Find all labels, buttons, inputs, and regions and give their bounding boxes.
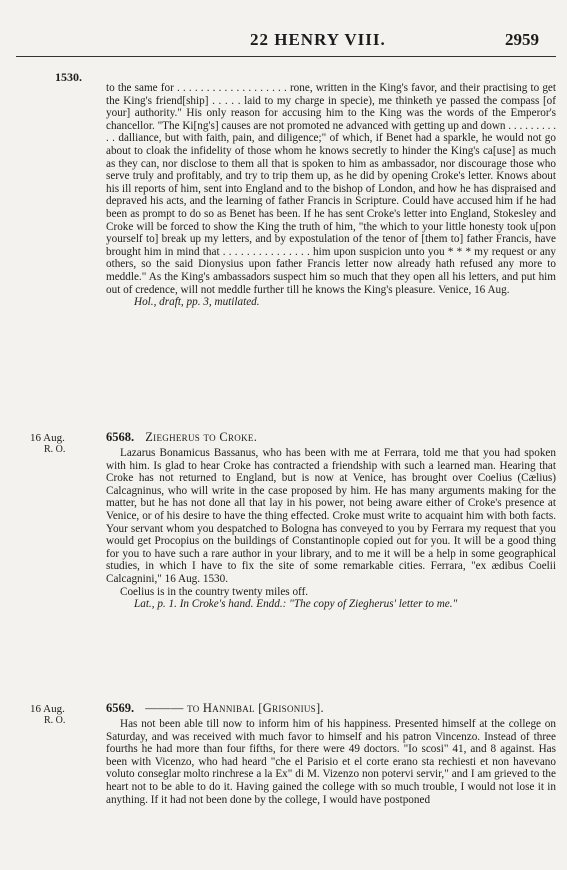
entry-6567-continuation: [106, 82, 556, 309]
entry-6569-date: 16 Aug.: [30, 703, 65, 715]
entry-6568-postscript: Coelius is in the country twenty miles off.: [120, 585, 309, 598]
running-head: 22 HENRY VIII.: [250, 30, 386, 49]
entry-6568-note: Lat., p. 1. In Croke's hand. Endd.: "The copy of Ziegherus' letter to me.": [134, 598, 458, 611]
entry-6569-title: ——— to Hannibal [Grisonius].: [145, 701, 324, 715]
entry-6568-number: 6568.: [106, 430, 135, 444]
header-rule: [16, 56, 556, 57]
entry-6569-number: 6569.: [106, 701, 135, 715]
entry-6569-heading: [106, 701, 556, 715]
year-margin-note: 1530.: [55, 70, 82, 84]
entry-6568: [106, 430, 556, 611]
entry-6569: [106, 701, 556, 806]
page-number: 2959: [505, 30, 539, 49]
entry-6569-source: R. O.: [44, 715, 66, 726]
entry-6568-heading: [106, 430, 556, 444]
entry-6569-text: Has not been able till now to inform him of his happiness. Presented himself at the college on Saturday, and was received with much favor to himself and his patron Vincenzo. Instead of three fourths he had more than four fifths, for there were 49 doctors. "Io scosi" 41, and 8 against. Has been with Vicenzo, who had heard "che el Parisio et el corte erano sta rechiesti et non havevano voluto conseglar molto rinchrese a la Ex" di M. Vizenzo non potervi servir," and I am grieved to the heart not to be able to do it. Having gained the college with so much trouble, I would not lose it in anything. If it had not been done by the college, I would have postponed: [106, 718, 556, 806]
entry-6568-text: Lazarus Bonamicus Bassanus, who has been with me at Ferrara, told me that you had spoken with him. Is glad to hear Croke has contracted a friendship with such a learned man. Hearing that Croke has not returned to England, but is now at Venice, has brought over Coelius (Cælius) Calcagninus, who will write in the case proposed by him. He has many arguments making for the matter, but he has not done all that lay in his power, not being aware either of Croke's presence at Venice, or of his desire to have the thing effected. Croke must write to acquaint him with both facts. Your servant whom you despatched to Bologna has conveyed to you by Ferrara my request that you would get Procopius on the buildings of Constantinople copied out for you. It will be a good thing for you to have such a rare author in your library, and to me it will be a help in some geographical studies, in which I have to fix the site of some remarkable cities. Ferrara, "ex ædibus Coelii Calcagnini," 16 Aug. 1530.: [106, 447, 556, 585]
entry-6568-date: 16 Aug.: [30, 432, 65, 444]
entry-6569-margin: [30, 703, 92, 727]
entry-6567-note: Hol., draft, pp. 3, mutilated.: [134, 296, 260, 309]
entry-6568-title: Ziegherus to Croke.: [145, 430, 258, 444]
entry-6567-text: to the same for . . . . . . . . . . . . . . . . . . . rone, written in the King's favor, and their practising to get the King's friend[ship] . . . . . laid to my charge in specie), me thinketh ye passed the compass [of your] authority." His only reason for accusing him to the King was the words of the Emperor's chancellor. "The Ki[ng's] causes are not promoted ne advanced with getting up and down . . . . . . . . . . . dalliance, but with faith, pain, and diligence;" of which, if Benet had a sparkle, he would not go about to cloak the infidelity of those whom he knows secretly to hinder the King's ca[use] as much as they can, nor disclose to them all that is spoken to him as ambassador, nor discourage those who serve truly and profitably, and try to trip them up, as he did by opening Croke's letter. Knows about his ill reports of him, sent into England and to the bishop of London, and how he has dispraised and depraved his acts, and the learning of father Francis in Scripture. Could have accused him if he had been as prompt to do so as Benet has been. If he has sent Croke's letter into England, Stokesley and Croke will be forced to show the King the truth of him, "the which to your little honesty took u[pon yourself to] break up my letters, and by expostulation of the tenor of [them to] father Francis, have brought him in mind that . . . . . . . . . . . . . . . him upon suspicion unto you * * * my request or any others, so the said Dionysius upon father Francis letter now already hath refused any more to meddle." As the King's ambassadors suspect him so much that they open all his letters, and put him out of credence, will not meddle further till he knows the King's pleasure. Venice, 16 Aug.: [106, 82, 556, 296]
entry-6568-margin: [30, 432, 92, 456]
entry-6568-source: R. O.: [44, 444, 66, 455]
